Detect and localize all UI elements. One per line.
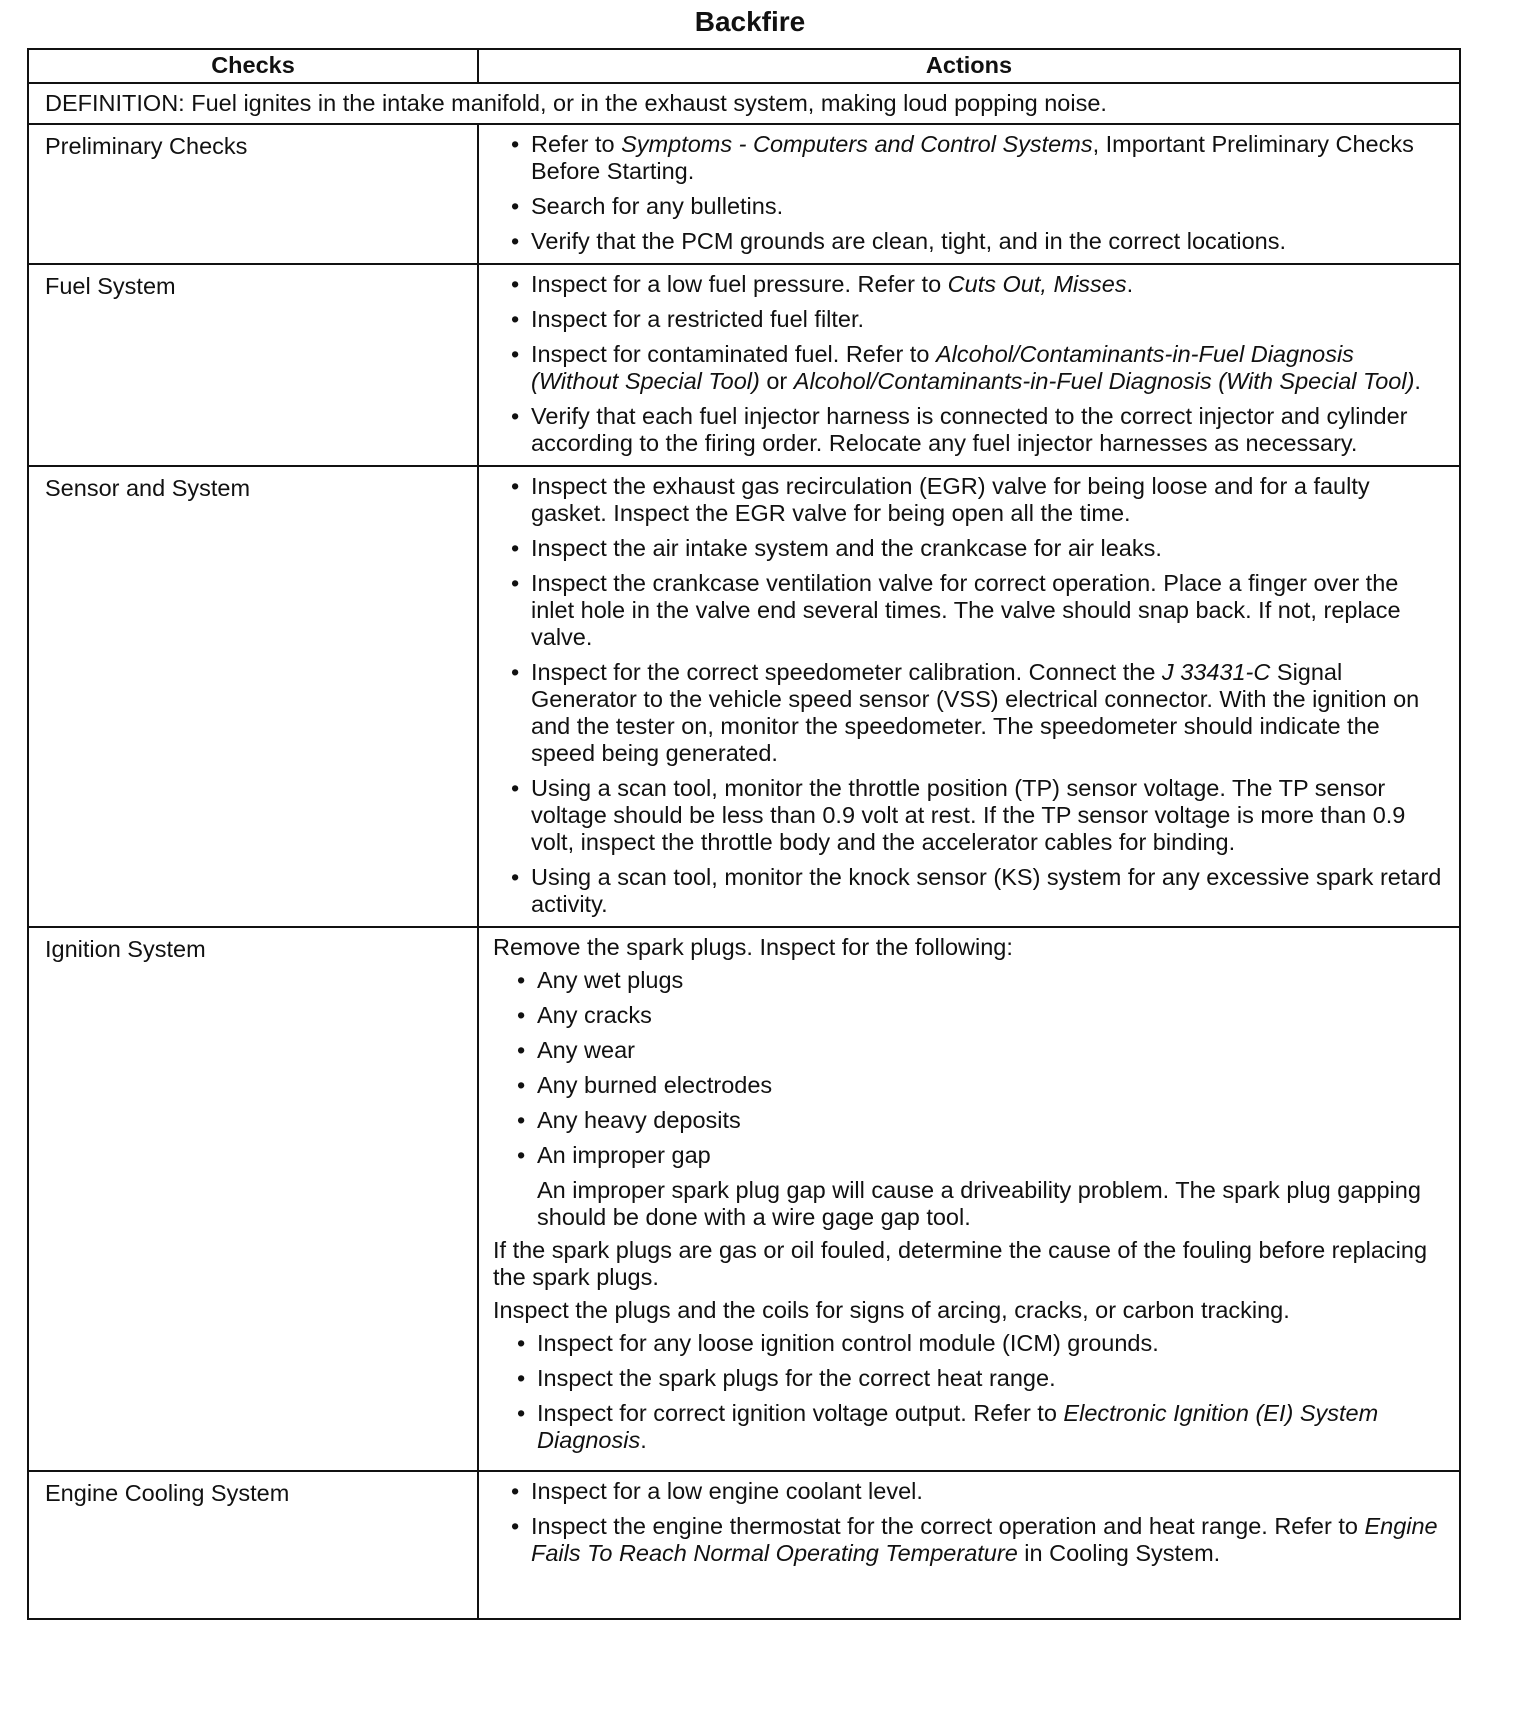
text-fragment: . [640,1427,647,1453]
list-item [505,341,1445,395]
list-item: • Inspect the exhaust gas recirculation (EGR) valve for being loose and for a faulty gasket. Inspect the EGR valve for being open all the time. [505,473,1445,527]
header-row [28,49,1460,83]
text-fragment: . [1126,271,1134,297]
actions-header: Actions [478,49,1460,83]
check-ignition-system: Ignition System [28,927,478,1471]
page-title: Backfire [694,6,806,37]
reference-link[interactable]: Alcohol/Contaminants-in-Fuel Diagnosis (Without Special Tool) [531,341,1354,394]
spark-plug-item: • Any heavy deposits [511,1107,1445,1134]
fouled-text: If the spark plugs are gas or oil fouled, determine the cause of the fouling before replacing the spark plugs. [493,1237,1428,1290]
list-item: • Inspect for any loose ignition control module (ICM) grounds. [511,1330,1445,1357]
gap-note: An improper spark plug gap will cause a driveability problem. The spark plug gapping should be done with a wire gage gap tool. [537,1177,1421,1230]
list-item: • Using a scan tool, monitor the knock sensor (KS) system for any excessive spark retard activity. [505,864,1445,918]
reference-link[interactable]: Cuts Out, Misses [947,271,1127,297]
text-fragment: Inspect for the correct speedometer calibration. Connect the [531,659,1162,685]
text-fragment: Inspect for a low fuel pressure. Refer to [531,271,948,297]
text-fragment: Inspect for correct ignition voltage output. Refer to [537,1400,1064,1426]
spark-plug-item: • Any wear [511,1037,1445,1064]
spark-plug-item: • Any burned electrodes [511,1072,1445,1099]
table-row [28,124,1460,264]
reference-link[interactable]: Electronic Ignition (EI) System Diagnosis [537,1400,1379,1453]
text-fragment: Inspect for contaminated fuel. Refer to [531,341,936,367]
list-item: • Inspect the air intake system and the crankcase for air leaks. [505,535,1445,562]
tool-reference[interactable]: J 33431-C [1161,659,1271,685]
spark-plug-item: • Any wet plugs [511,967,1445,994]
list-item: • Inspect the crankcase ventilation valve for correct operation. Place a finger over the inlet hole in the valve end several times. The valve should snap back. If not, replace valve. [505,570,1445,651]
actions-engine-cooling [478,1471,1460,1619]
table-row [28,264,1460,466]
table-row [28,1471,1460,1619]
check-fuel-system: Fuel System [28,264,478,466]
diagnostic-table [27,48,1461,1620]
text-fragment: . [1414,368,1421,394]
check-sensor-system: Sensor and System [28,466,478,927]
actions-ignition-system [478,927,1460,1471]
list-item [511,1400,1445,1454]
check-engine-cooling: Engine Cooling System [28,1471,478,1619]
actions-preliminary [478,124,1460,264]
list-item [505,131,1445,185]
text-fragment: or [759,368,794,394]
actions-fuel-system [478,264,1460,466]
list-item [505,271,1445,298]
list-item: • Inspect for a restricted fuel filter. [505,306,1445,333]
text-fragment: , Important Preliminary Checks Before Starting. [531,131,1414,184]
reference-link[interactable]: Engine Fails To Reach Normal Operating Temperature [531,1513,1438,1566]
spark-plug-item: • An improper gap [511,1142,1445,1169]
arcing-text: Inspect the plugs and the coils for signs of arcing, cracks, or carbon tracking. [493,1297,1290,1323]
table-row [28,927,1460,1471]
definition-row [28,83,1460,124]
list-item: • Verify that each fuel injector harness is connected to the correct injector and cylinder according to the firing order. Relocate any fuel injector harnesses as necessary. [505,403,1445,457]
spark-plug-item: • Any cracks [511,1002,1445,1029]
list-item: • Inspect the spark plugs for the correct heat range. [511,1365,1445,1392]
text-fragment: Signal Generator to the vehicle speed sensor (VSS) electrical connector. With the ignition on and the tester on, monitor the speedometer. The speedometer should indicate the speed being generated. [531,659,1420,766]
list-item [505,659,1445,767]
list-item: • Inspect for a low engine coolant level. [505,1478,1445,1505]
actions-sensor-system [478,466,1460,927]
check-preliminary: Preliminary Checks [28,124,478,264]
list-item [505,1513,1445,1567]
ignition-intro: Remove the spark plugs. Inspect for the following: [493,934,1013,960]
text-fragment: Refer to [531,131,622,157]
text-fragment: Inspect the engine thermostat for the correct operation and heat range. Refer to [531,1513,1365,1539]
reference-link[interactable]: Alcohol/Contaminants-in-Fuel Diagnosis (With Special Tool) [793,368,1415,394]
text-fragment: in Cooling System. [1017,1540,1221,1566]
list-item: • Using a scan tool, monitor the throttle position (TP) sensor voltage. The TP sensor voltage should be less than 0.9 volt at rest. If the TP sensor voltage is more than 0.9 volt, inspect the throttle body and the accelerator cables for binding. [505,775,1445,856]
list-item: • Search for any bulletins. [505,193,1445,220]
spark-plug-list [493,967,1445,1169]
table-row [28,466,1460,927]
reference-link[interactable]: Symptoms - Computers and Control Systems [621,131,1093,157]
checks-header: Checks [28,49,478,83]
definition-text: DEFINITION: Fuel ignites in the intake manifold, or in the exhaust system, making loud popping noise. [28,83,1460,124]
list-item: • Verify that the PCM grounds are clean, tight, and in the correct locations. [505,228,1445,255]
